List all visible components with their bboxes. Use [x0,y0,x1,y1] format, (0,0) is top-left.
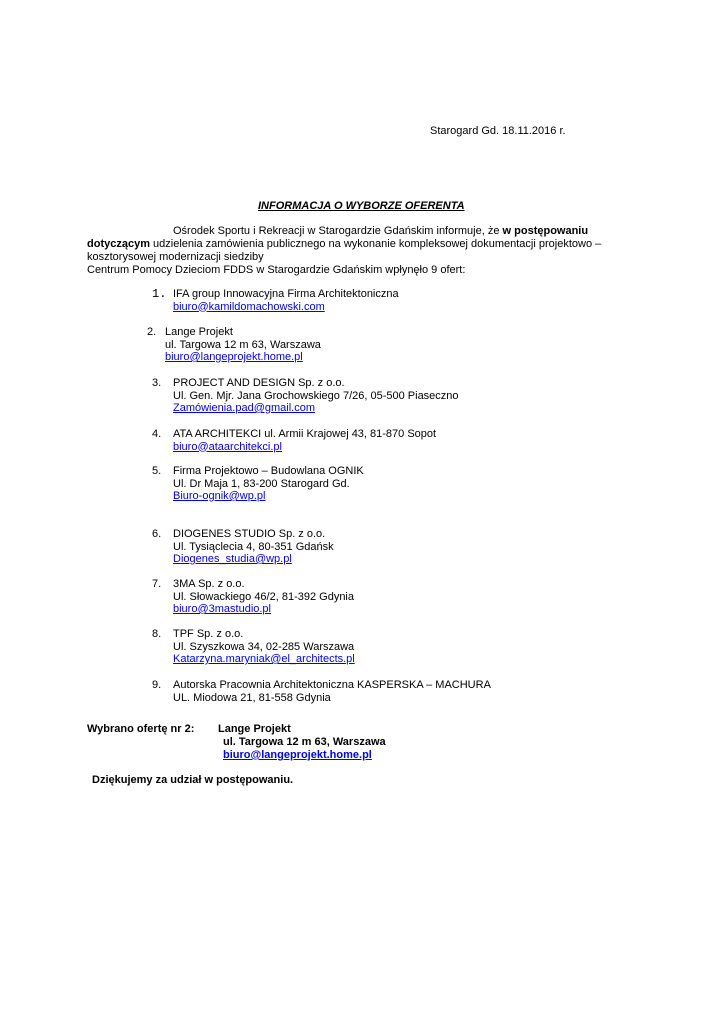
intro-line-2 [87,238,601,251]
intro-text: Ośrodek Sportu i Rekreacji w Starogardzie Gdańskim informuje, że [173,225,503,237]
offer-address: Ul. Tysiąclecia 4, 80-351 Gdańsk [173,540,334,553]
offer-email-link[interactable]: biuro@3mastudio.pl [173,603,271,615]
offer-email-link[interactable]: Diogenes_studia@wp.pl [173,553,292,565]
offer-company: Autorska Pracownia Architektoniczna KASPERSKA – MACHURA [173,679,491,691]
offer-company: Firma Projektowo – Budowlana OGNIK [173,465,364,477]
selected-offer-email-link[interactable]: biuro@langeprojekt.home.pl [223,749,372,761]
offer-company: 3MA Sp. z o.o. [173,578,245,590]
offer-address: ul. Targowa 12 m 63, Warszawa [165,339,321,351]
offer-address: Ul. Szyszkowa 34, 02-285 Warszawa [173,640,355,653]
offer-number: 7. [152,578,162,590]
selected-offer-label: Wybrano ofertę nr 2: [87,723,195,735]
intro-line-4: Centrum Pomocy Dzieciom FDDS w Starogardzie Gdańskim wpłynęło 9 ofert: [87,264,466,276]
intro-line-3: kosztorysowej modernizacji siedziby [87,251,264,263]
offer-email-link[interactable]: biuro@langeprojekt.home.pl [165,351,303,363]
offer-address: Ul. Gen. Mjr. Jana Grochowskiego 7/26, 05-500 Piaseczno [173,389,459,402]
offer-number: 3. [152,377,162,389]
closing-text: Dziękujemy za udział w postępowaniu. [92,774,294,786]
intro-bold-text-2: dotyczącym [87,238,150,250]
offer-address: Ul. Słowackiego 46/2, 81-392 Gdynia [173,590,354,603]
offer-number: 2. [147,326,157,338]
offer-email-link[interactable]: biuro@kamildomachowski.com [173,300,325,313]
selected-offer-address: ul. Targowa 12 m 63, Warszawa [223,736,386,748]
offer-number: 6. [152,528,162,540]
intro-text-2: udzielenia zamówienia publicznego na wykonanie kompleksowej dokumentacji projektowo – [149,238,602,250]
offer-number: 5. [152,465,162,477]
offer-number: 8. [152,628,162,640]
selected-offer-name: Lange Projekt [218,723,291,735]
offer-address: Ul. Dr Maja 1, 83-200 Starogard Gd. [173,477,350,490]
offer-address: UL. Miodowa 21, 81-558 Gdynia [173,691,331,704]
offer-email-link[interactable]: Katarzyna.maryniak@el_architects.pl [173,653,355,665]
intro-bold-text: w postępowaniu [502,225,589,237]
intro-line-1 [173,225,588,238]
offer-number: 9. [152,679,162,691]
place-date: Starogard Gd. 18.11.2016 r. [430,125,566,137]
offer-company: TPF Sp. z o.o. [173,628,244,640]
offer-company: PROJECT AND DESIGN Sp. z o.o. [173,377,345,389]
offer-company: Lange Projekt [165,326,233,338]
offer-email-link[interactable]: biuro@ataarchitekci.pl [173,440,282,453]
offer-email-link[interactable]: Biuro-ognik@wp.pl [173,490,266,502]
offer-company: DIOGENES STUDIO Sp. z o.o. [173,528,326,540]
offer-company: IFA group Innowacyjna Firma Architektoniczna [173,288,399,300]
offer-email-link[interactable]: Zamówienia.pad@gmail.com [173,402,316,414]
offer-company: ATA ARCHITEKCI ul. Armii Krajowej 43, 81-870 Sopot [173,428,437,440]
offer-number: 1. [152,287,167,301]
document-title: INFORMACJA O WYBORZE OFERENTA [258,200,465,212]
offer-number: 4. [152,428,162,440]
